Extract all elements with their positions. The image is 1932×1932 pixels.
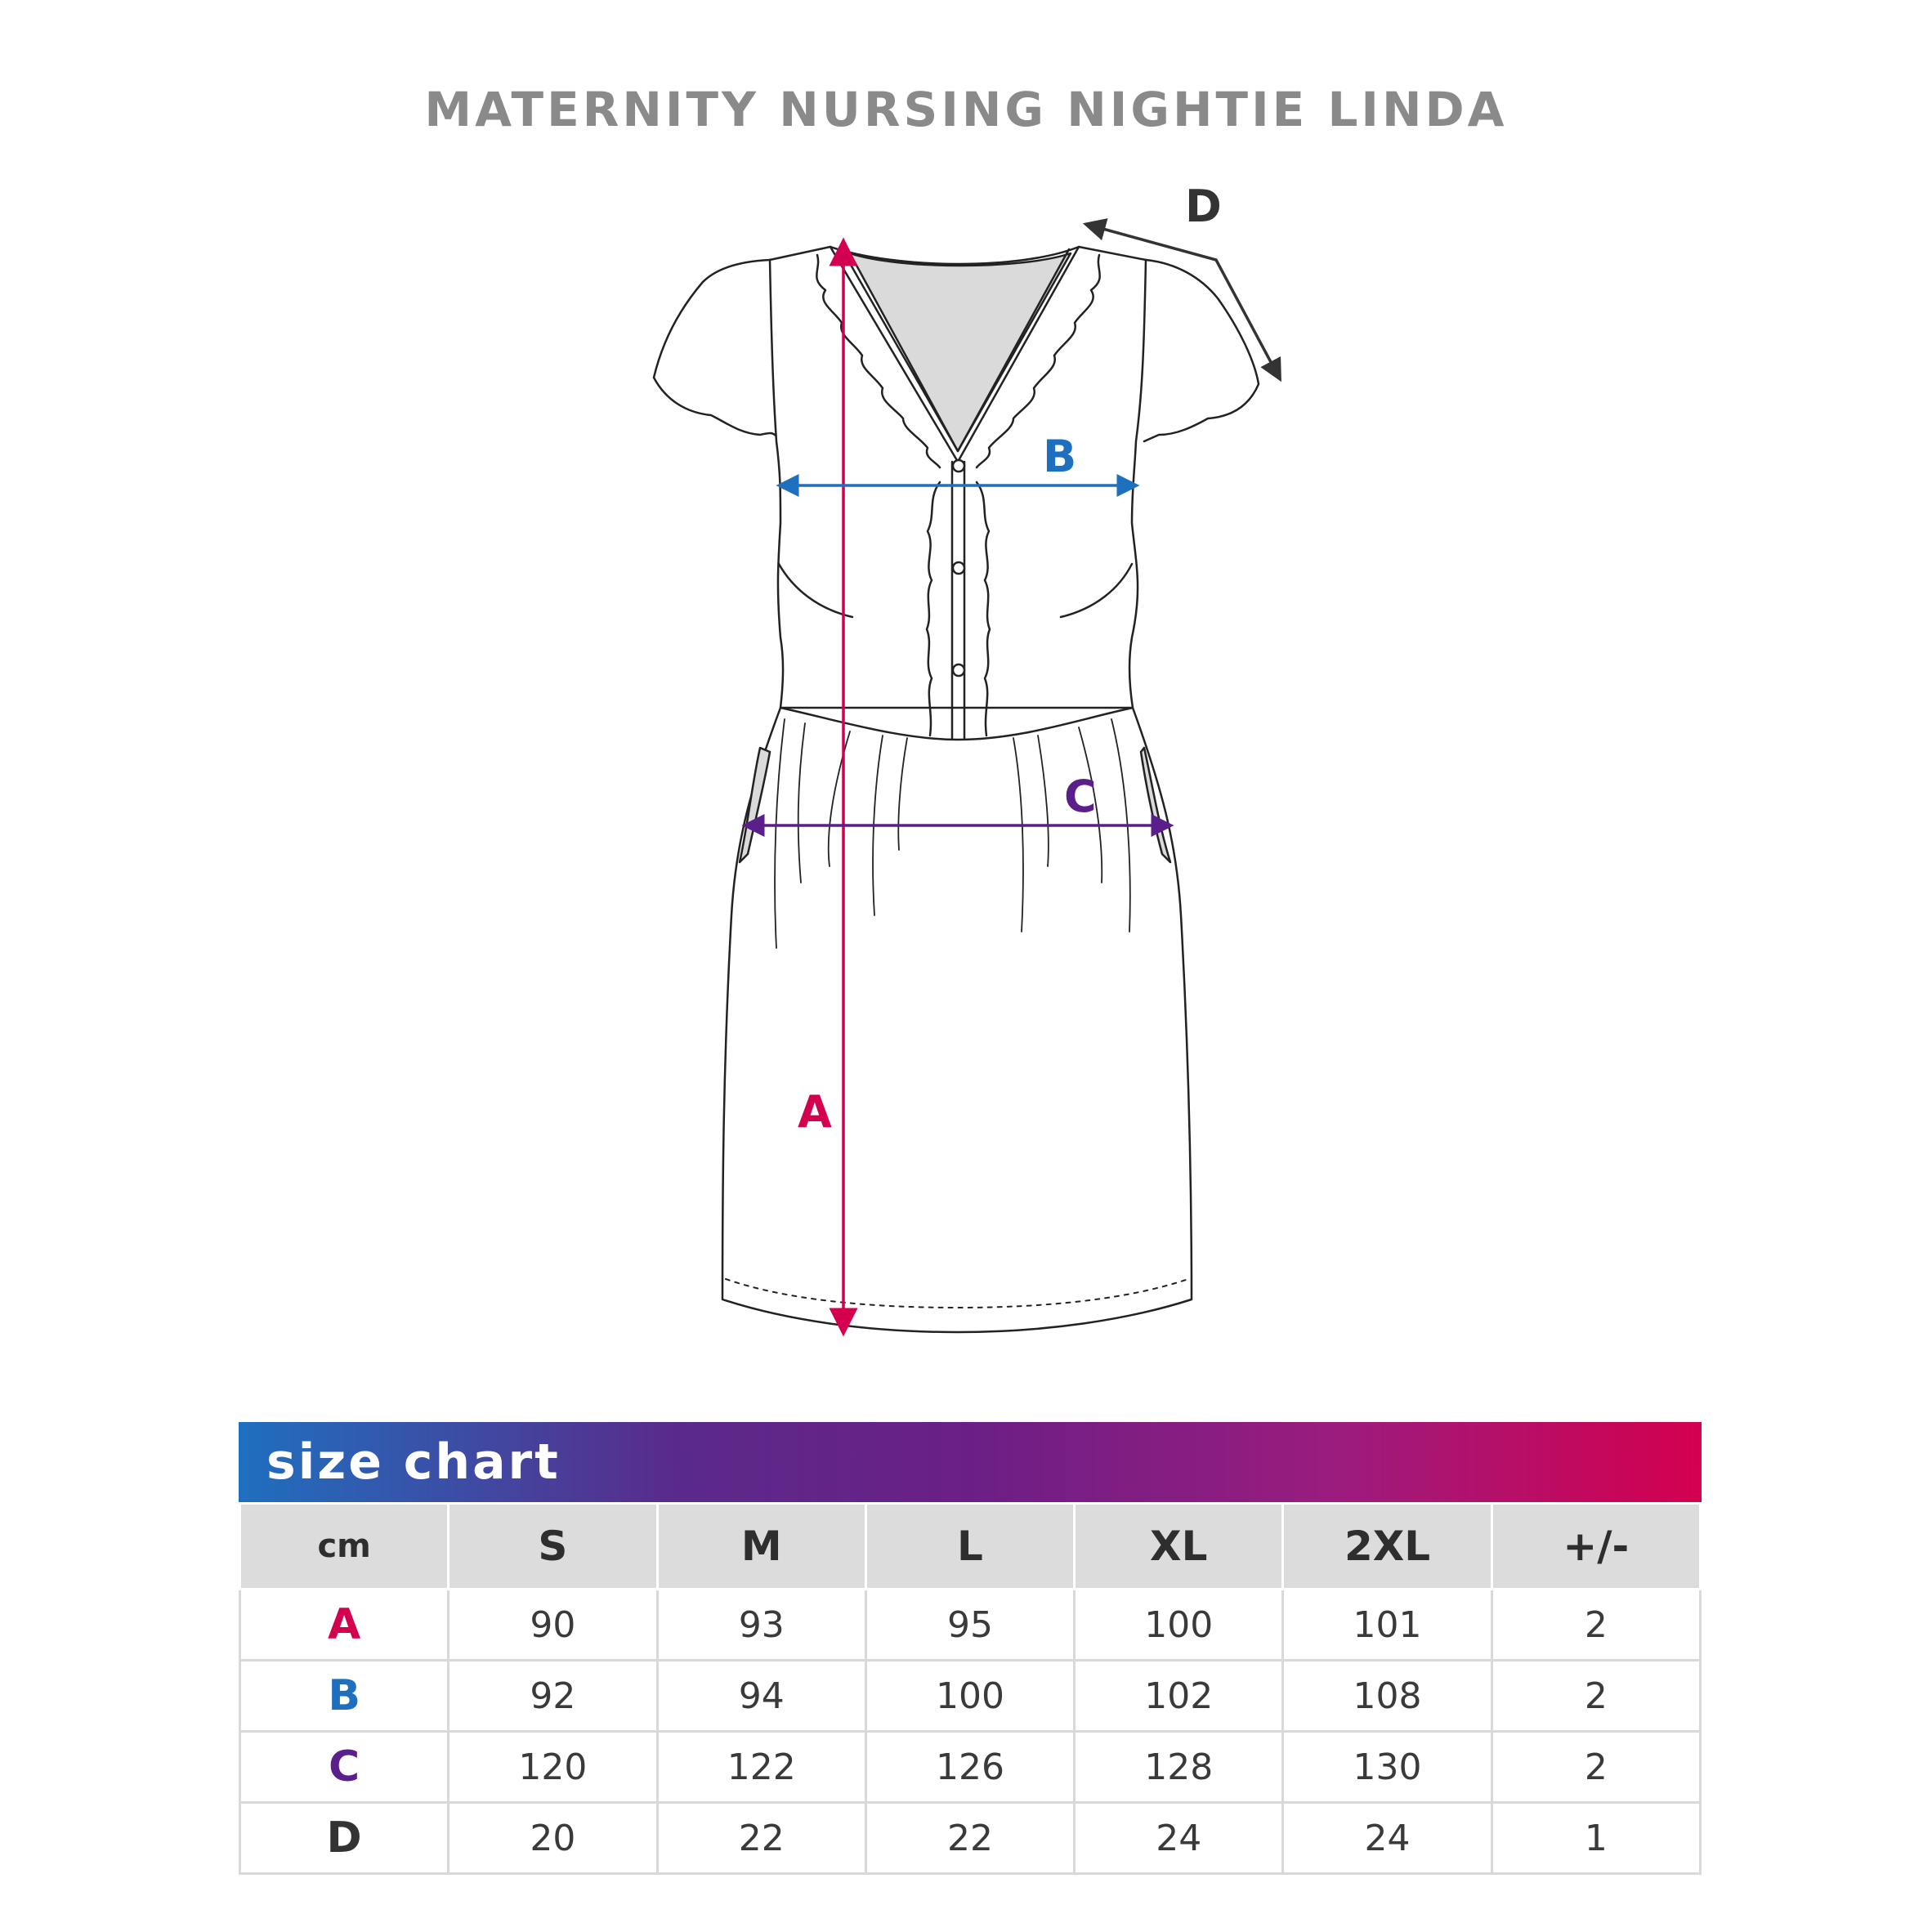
size-table — [239, 1502, 1702, 1875]
size-table-header-row — [240, 1504, 1701, 1590]
size-chart — [239, 1422, 1702, 1875]
table-row — [240, 1661, 1701, 1732]
measure-label-d: D — [1185, 181, 1222, 232]
measure-label-c: C — [1064, 771, 1097, 822]
table-cell: 1 — [1491, 1803, 1700, 1874]
measure-label-b: B — [1043, 431, 1077, 482]
measure-label-a: A — [798, 1086, 832, 1138]
table-cell: 128 — [1075, 1732, 1283, 1803]
table-cell: 93 — [657, 1590, 865, 1661]
table-row — [240, 1732, 1701, 1803]
row-label-b: B — [240, 1661, 449, 1732]
size-header: L — [865, 1504, 1074, 1590]
table-cell: 122 — [657, 1732, 865, 1803]
page-title: MATERNITY NURSING NIGHTIE LINDA — [424, 82, 1508, 137]
table-cell: 108 — [1283, 1661, 1491, 1732]
table-cell: 130 — [1283, 1732, 1491, 1803]
table-cell: 2 — [1491, 1732, 1700, 1803]
size-header: 2XL — [1283, 1504, 1491, 1590]
table-cell: 20 — [449, 1803, 657, 1874]
unit-header: cm — [240, 1504, 449, 1590]
row-label-a: A — [240, 1590, 449, 1661]
table-cell: 2 — [1491, 1661, 1700, 1732]
table-cell: 120 — [449, 1732, 657, 1803]
table-cell: 100 — [1075, 1590, 1283, 1661]
table-cell: 126 — [865, 1732, 1074, 1803]
table-cell: 22 — [865, 1803, 1074, 1874]
table-cell: 90 — [449, 1590, 657, 1661]
size-header: XL — [1075, 1504, 1283, 1590]
table-cell: 22 — [657, 1803, 865, 1874]
table-cell: 92 — [449, 1661, 657, 1732]
table-cell: 2 — [1491, 1590, 1700, 1661]
table-cell: 94 — [657, 1661, 865, 1732]
table-cell: 102 — [1075, 1661, 1283, 1732]
table-cell: 100 — [865, 1661, 1074, 1732]
table-cell: 101 — [1283, 1590, 1491, 1661]
size-header: M — [657, 1504, 865, 1590]
size-chart-header — [239, 1422, 1702, 1502]
table-cell: 95 — [865, 1590, 1074, 1661]
row-label-d: D — [240, 1803, 449, 1874]
table-row — [240, 1590, 1701, 1661]
tolerance-header: +/- — [1491, 1504, 1700, 1590]
table-cell: 24 — [1283, 1803, 1491, 1874]
size-header: S — [449, 1504, 657, 1590]
table-row — [240, 1803, 1701, 1874]
row-label-c: C — [240, 1732, 449, 1803]
size-chart-heading: size chart — [266, 1433, 561, 1491]
table-cell: 24 — [1075, 1803, 1283, 1874]
